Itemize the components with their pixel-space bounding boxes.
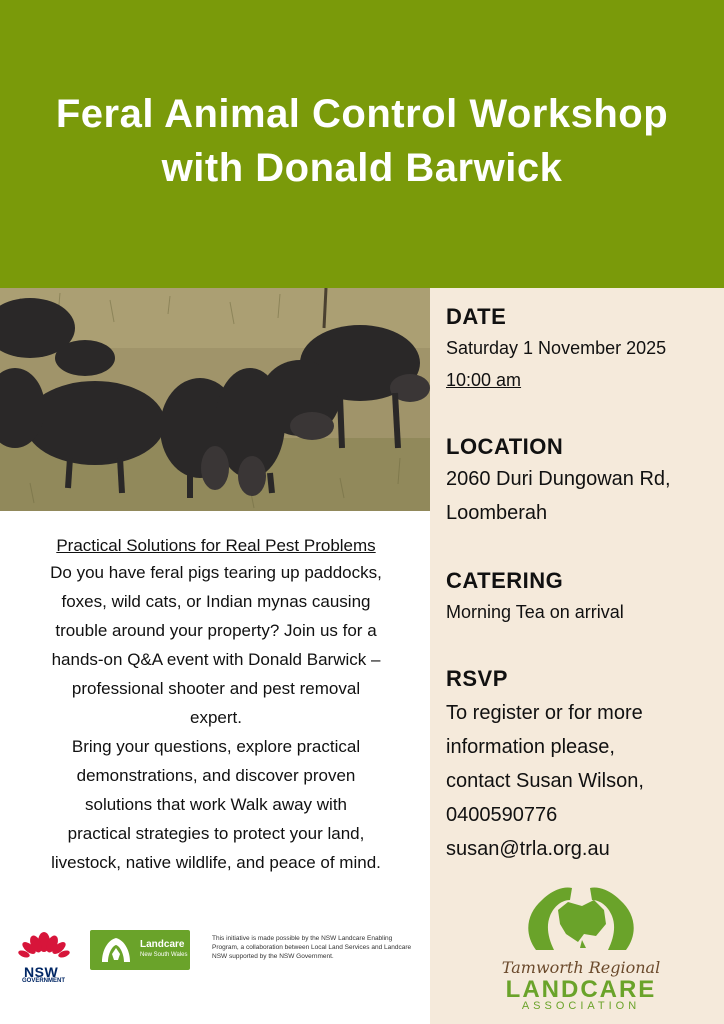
trla-line-1: Tamworth Regional	[501, 958, 661, 977]
rsvp-heading: RSVP	[446, 666, 508, 691]
landcare-nsw-logo	[90, 930, 190, 970]
landcare-sub: New South Wales	[140, 952, 188, 958]
date-time: 10:00 am	[446, 370, 522, 390]
location-line-1: 2060 Duri Dungowan Rd,	[446, 468, 671, 490]
feral-pigs-photo	[0, 288, 430, 511]
australia-hands-icon	[486, 876, 676, 956]
rsvp-line-1: To register or for more	[446, 702, 643, 724]
para2-line: livestock, native wildlife, and peace of mind.	[51, 853, 381, 872]
header-banner	[0, 0, 724, 288]
para1-line: foxes, wild cats, or Indian mynas causing	[61, 592, 371, 611]
landcare-label: Landcare	[140, 939, 185, 950]
trla-line-3: ASSOCIATION	[521, 1000, 641, 1012]
description-title: Practical Solutions for Real Pest Problems	[56, 536, 376, 555]
para2-line: practical strategies to protect your land,	[67, 824, 365, 843]
catering-section	[446, 568, 624, 628]
catering-heading: CATERING	[446, 568, 564, 593]
waratah-icon	[18, 924, 70, 960]
rsvp-line-3: contact Susan Wilson,	[446, 770, 644, 792]
location-heading: LOCATION	[446, 434, 564, 459]
nsw-government-logo	[18, 924, 70, 984]
initiative-note: This initiative is made possible by the NSW Landcare Enabling Program, a collaboration between Local Land Services and Landcare NSW supported by the NSW Government.	[212, 935, 412, 960]
para1-line: professional shooter and pest removal	[71, 679, 361, 698]
page-title	[12, 87, 712, 195]
para1-line: hands-on Q&A event with Donald Barwick –	[51, 650, 381, 669]
trla-line-2: LANDCARE	[505, 976, 657, 1003]
title-line-2: with Donald Barwick	[161, 146, 563, 190]
rsvp-email[interactable]: susan@trla.org.au	[446, 838, 610, 860]
location-line-2: Loomberah	[446, 502, 548, 524]
date-heading: DATE	[446, 304, 507, 329]
rsvp-phone[interactable]: 0400590776	[446, 804, 558, 826]
para1-line: trouble around your property? Join us for a	[55, 621, 377, 640]
trla-logo	[486, 876, 676, 1016]
rsvp-line-2: information please,	[446, 736, 615, 758]
para2-line: solutions that work Walk away with	[84, 795, 348, 814]
date-section	[446, 304, 666, 396]
description-para-2	[14, 732, 418, 877]
date-day: Saturday 1 November 2025	[446, 338, 667, 358]
para2-line: demonstrations, and discover proven	[76, 766, 356, 785]
para1-line: expert.	[190, 708, 242, 727]
location-section	[446, 434, 671, 530]
title-line-1: Feral Animal Control Workshop	[55, 92, 669, 136]
sponsor-logos	[14, 920, 424, 990]
rsvp-section	[446, 666, 644, 866]
para2-line: Bring your questions, explore practical	[71, 737, 361, 756]
catering-text: Morning Tea on arrival	[446, 602, 624, 622]
event-description	[14, 534, 418, 877]
landcare-hands-icon	[96, 932, 136, 968]
para1-line: Do you have feral pigs tearing up paddocks,	[50, 563, 382, 582]
description-para-1	[14, 558, 418, 732]
nsw-logo-sub: GOVERNMENT	[22, 978, 66, 984]
nsw-logo-text: NSW	[24, 964, 59, 980]
